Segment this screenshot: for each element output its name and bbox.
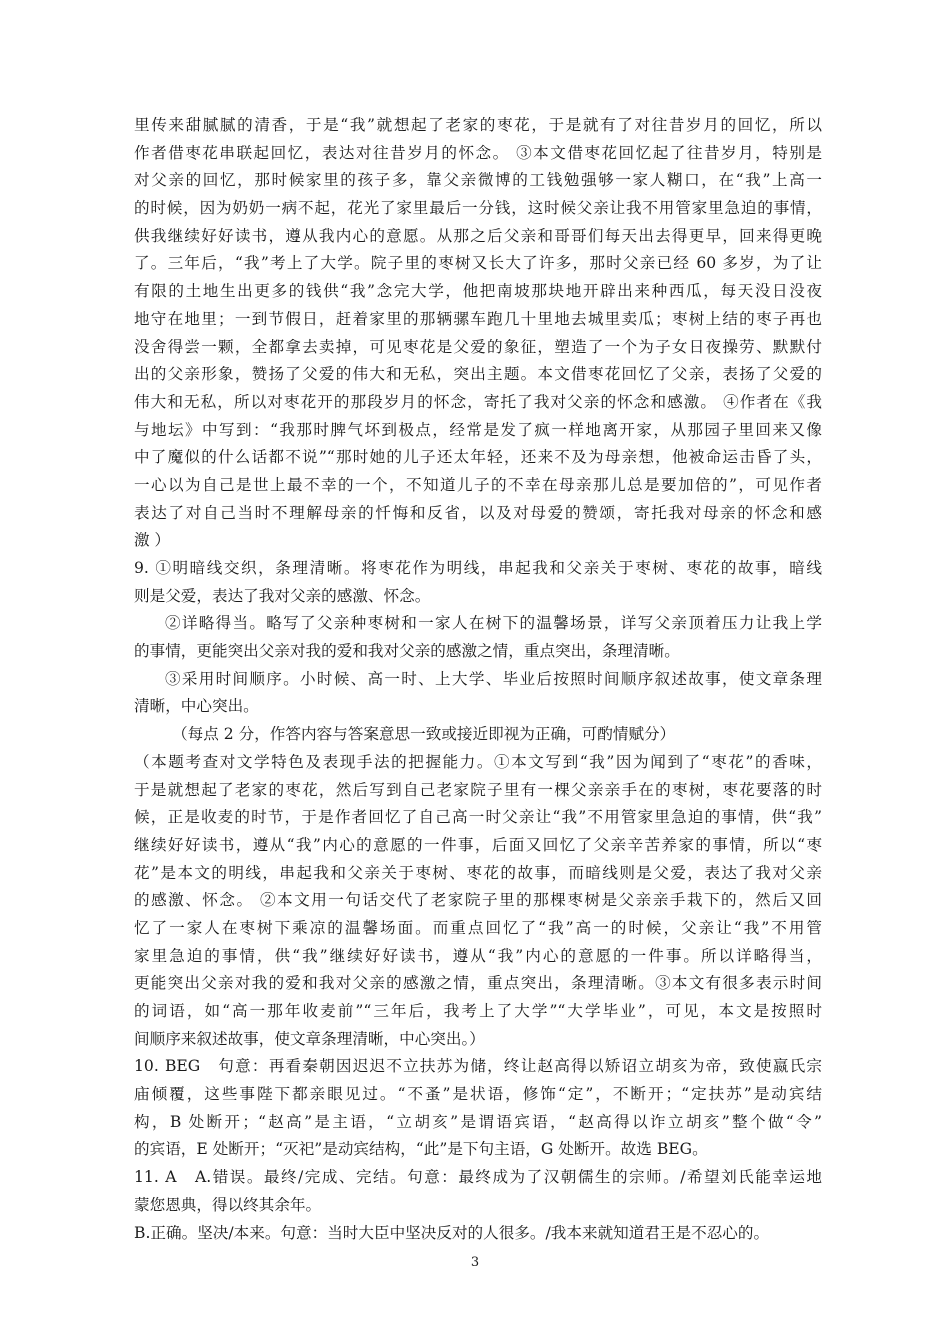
text-line: 地守在地里；一到节假日，赶着家里的那辆骡车跑几十里地去城里卖瓜；枣树上结的枣子再也	[134, 309, 822, 328]
text-line: 与地坛》中写到：“我那时脾气坏到极点，经常是发了疯一样地离开家，从那园子里回来又像	[134, 420, 822, 439]
answer-9-line: 则是父爱，表达了我对父亲的感激、怀念。	[134, 586, 431, 605]
text-line: 一心以为自己是世上最不幸的一个，不知道儿子的不幸在母亲那儿总是要加倍的”，可见作者	[134, 475, 822, 494]
text-line: 表达了对自己当时不理解母亲的忏悔和反省，以及对母爱的赞颂，寄托我对母亲的怀念和感	[134, 503, 822, 522]
answer-9-line: 清晰，中心突出。	[134, 697, 259, 716]
text-line: 里传来甜腻腻的清香，于是“我”就想起了老家的枣花，于是就有了对往昔岁月的回忆，所以	[134, 116, 822, 134]
analysis-line: 花”是本文的明线，串起我和父亲关于枣树、枣花的故事，而暗线则是父爱，表达了我对父亲	[134, 863, 822, 882]
analysis-line: 的感激、怀念。 ②本文用一句话交代了老家院子里的那棵枣树是父亲亲手栽下的，然后又回	[134, 891, 822, 910]
analysis-line: 间顺序来叙述故事，使文章条理清晰，中心突出。）	[134, 1029, 485, 1048]
text-line: 伟大和无私，所以对枣花开的那段岁月的怀念，寄托了我对父亲的怀念和感激。 ④作者在《我	[134, 392, 822, 411]
analysis-line: 候，正是收麦的时节，于是作者回忆了自己高一时父亲让“我”不用管家里急迫的事情，供“我”	[134, 808, 822, 827]
text-line: 没舍得尝一颗，全都拿去卖掉，可见枣花是父爱的象征，塑造了一个为子女日夜操劳、默默付	[134, 337, 822, 356]
page-number: 3	[470, 1255, 480, 1270]
text-line: 供我继续好好读书，遵从我内心的意愿。从那之后父亲和哥哥们每天出去得更早，回来得更晚	[134, 226, 822, 245]
analysis-line: （本题考查对文学特色及表现手法的把握能力。①本文写到“我”因为闻到了“枣花”的香味，	[134, 752, 822, 771]
answer-9-line: ②详略得当。略写了父亲种枣树和一家人在树下的温馨场景，详写父亲顶着压力让我上学	[165, 614, 822, 633]
answer-text-body	[134, 112, 822, 1247]
text-line: 中了魔似的什么话都不说”“那时她的儿子还太年轻，还来不及为母亲想，他被命运击昏了头，	[134, 448, 822, 467]
answer-9-line: 9. ①明暗线交织，条理清晰。将枣花作为明线，串起我和父亲关于枣树、枣花的故事，暗线	[134, 559, 822, 577]
scoring-note: （每点 2 分，作答内容与答案意思一致或接近即视为正确，可酌情赋分）	[172, 725, 676, 744]
answer-10-line: 构，B 处断开；“赵高”是主语，“立胡亥”是谓语宾语，“赵高得以诈立胡亥”整个做“令”	[134, 1112, 822, 1131]
text-line: 了。三年后，“我”考上了大学。院子里的枣树又长大了许多，那时父亲已经 60 多岁，为了让	[134, 254, 822, 273]
text-line: 对父亲的回忆，那时候家里的孩子多，靠父亲微博的工钱勉强够一家人糊口，在“我”上高一	[134, 171, 822, 190]
answer-10-line: 庙倾覆，这些事陛下都亲眼见过。“不蚤”是状语，修饰“定”，不断开；“定扶苏”是动宾结	[134, 1085, 822, 1104]
answer-10-line: 10. BEG 句意：再看秦朝因迟迟不立扶苏为储，终让赵高得以矫诏立胡亥为帝，致使嬴氏宗	[134, 1057, 822, 1076]
answer-11-line: 蒙您恩典，得以终其余年。	[134, 1195, 322, 1214]
analysis-line: 家里急迫的事情，供“我”继续好好读书，遵从“我”内心的意愿的一件事。所以详略得当，	[134, 946, 822, 965]
text-line: 激 ）	[134, 531, 171, 550]
text-line: 有限的土地生出更多的钱供“我”念完大学，他把南坡那块地开辟出来种西瓜，每天没日没夜	[134, 282, 822, 301]
answer-11-line: B.正确。坚决/本来。句意：当时大臣中坚决反对的人很多。/我本来就知道君王是不忍心的。	[134, 1223, 770, 1242]
text-line: 作者借枣花串联起回忆，表达对往昔岁月的怀念。 ③本文借枣花回忆起了往昔岁月，特别是	[134, 143, 822, 162]
analysis-line: 的词语，如“高一那年收麦前”“三年后，我考上了大学”“大学毕业”，可见，本文是按照时	[134, 1002, 822, 1020]
analysis-line: 更能突出父亲对我的爱和我对父亲的感激之情，重点突出，条理清晰。③本文有很多表示时间	[134, 974, 822, 993]
analysis-line: 忆了一家人在枣树下乘凉的温馨场面。而重点回忆了“我”高一的时候，父亲让“我”不用管	[134, 918, 822, 937]
text-line: 出的父亲形象，赞扬了父爱的伟大和无私，突出主题。本文借枣花回忆了父亲，表扬了父爱的	[134, 365, 822, 384]
answer-11-line: 11. A A.错误。最终/完成、完结。句意：最终成为了汉朝儒生的宗师。/希望刘氏能幸运地	[134, 1168, 822, 1187]
analysis-line: 于是就想起了老家的枣花，然后写到自己老家院子里有一棵父亲亲手在的枣树，枣花要落的时	[134, 780, 822, 799]
analysis-line: 继续好好读书，遵从“我”内心的意愿的一件事，后面又回忆了父亲辛苦养家的事情，所以“枣	[134, 835, 822, 854]
text-line: 的时候，因为奶奶一病不起，花光了家里最后一分钱，这时候父亲让我不用管家里急迫的事情，	[134, 199, 822, 218]
answer-10-line: 的宾语，E 处断开；“灭祀”是动宾结构，“此”是下句主语，G 处断开。故选 BEG。	[134, 1140, 708, 1159]
answer-9-line: 的事情，更能突出父亲对我的爱和我对父亲的感激之情，重点突出，条理清晰。	[134, 642, 680, 661]
answer-9-line: ③采用时间顺序。小时候、高一时、上大学、毕业后按照时间顺序叙述故事，使文章条理	[165, 669, 822, 688]
